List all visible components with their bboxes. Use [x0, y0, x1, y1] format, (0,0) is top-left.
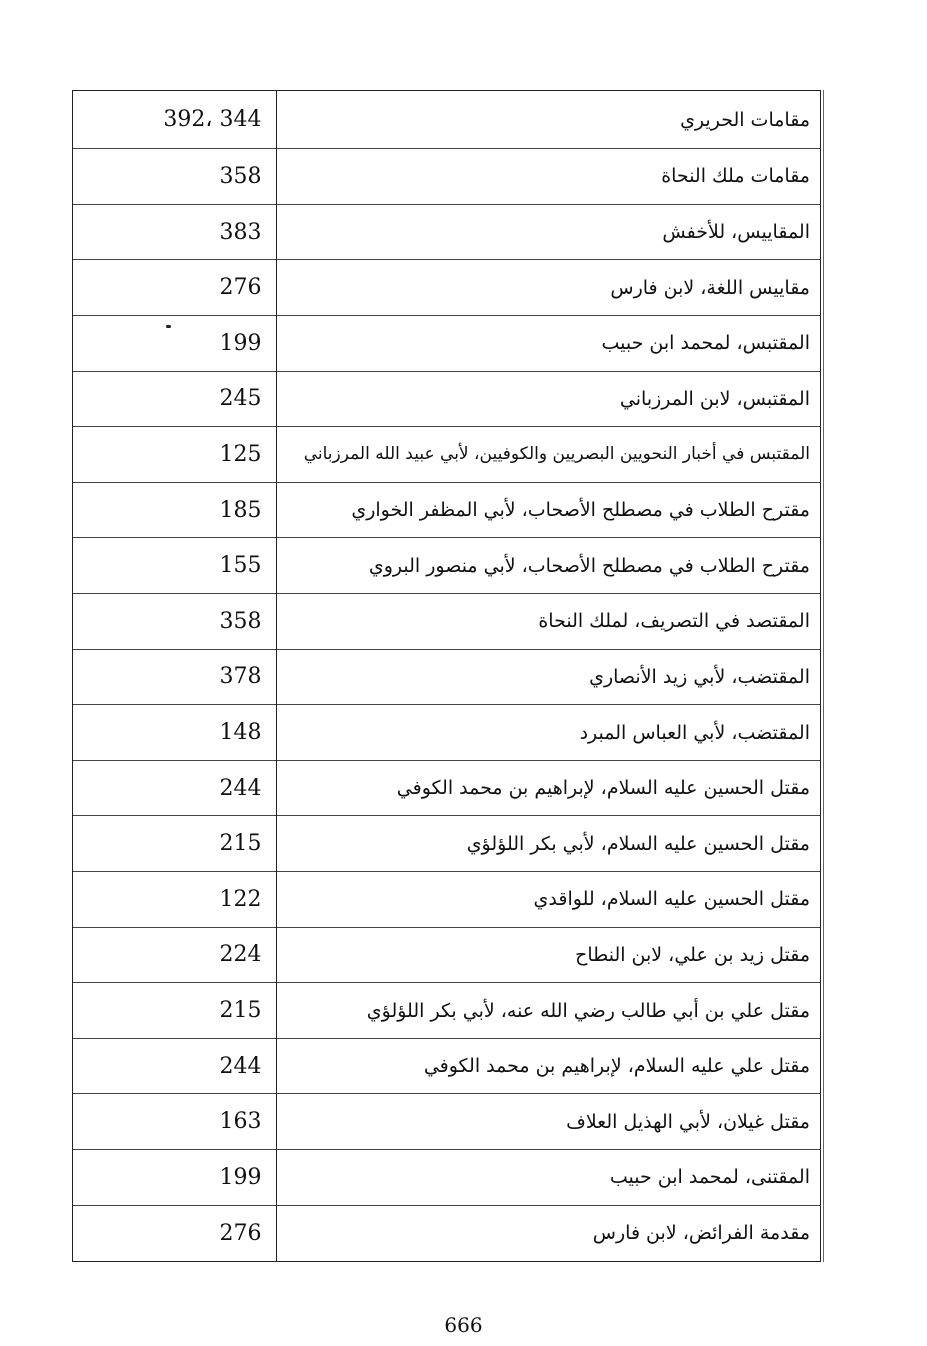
table-row [73, 427, 820, 483]
book-title: المقاييس، للأخفش [276, 204, 820, 260]
page-references: 163 [73, 1094, 276, 1150]
page-references: 199 [73, 315, 276, 371]
book-title: المقتنى، لمحمد ابن حبيب [276, 1150, 820, 1206]
page-references: 122 [73, 872, 276, 928]
book-title: المقتضب، لأبي العباس المبرد [276, 705, 820, 761]
table-row [73, 760, 820, 816]
table-row [73, 1094, 820, 1150]
table-row [73, 594, 820, 650]
book-title: مقترح الطلاب في مصطلح الأصحاب، لأبي المظفر الخواري [276, 482, 820, 538]
table-row [73, 1150, 820, 1206]
book-title: مقتل غيلان، لأبي الهذيل العلاف [276, 1094, 820, 1150]
book-title: المقتضب، لأبي زيد الأنصاري [276, 649, 820, 705]
page-references: 199 [73, 1150, 276, 1206]
page-references: 378 [73, 649, 276, 705]
table-row [73, 1205, 820, 1261]
table-row [73, 538, 820, 594]
table-row [73, 872, 820, 928]
page-references: 125 [73, 427, 276, 483]
page-references: 358 [73, 594, 276, 650]
book-title: المقتصد في التصريف، لملك النحاة [276, 594, 820, 650]
table-row [73, 983, 820, 1039]
index-table-frame [72, 90, 821, 1262]
book-title: مقتل الحسين عليه السلام، للواقدي [276, 872, 820, 928]
table-row [73, 260, 820, 316]
book-title: المقتبس، لابن المرزباني [276, 371, 820, 427]
book-title: مقامات الحريري [680, 108, 810, 131]
page-references: 215 [73, 983, 276, 1039]
page-references: 244 [73, 1038, 276, 1094]
table-row [73, 371, 820, 427]
page-references: 148 [73, 705, 276, 761]
page-references: 244 [73, 760, 276, 816]
table-row [73, 705, 820, 761]
page-references: 276 [73, 260, 276, 316]
page-references: 155 [73, 538, 276, 594]
book-title: مقترح الطلاب في مصطلح الأصحاب، لأبي منصور البروي [276, 538, 820, 594]
book-title: مقتل علي عليه السلام، لإبراهيم بن محمد الكوفي [276, 1038, 820, 1094]
table-row [73, 649, 820, 705]
book-title: مقتل زيد بن علي، لابن النطاح [276, 927, 820, 983]
ink-speck [166, 325, 171, 328]
page-references: 276 [73, 1205, 276, 1261]
book-title: مقتل علي بن أبي طالب رضي الله عنه، لأبي بكر اللؤلؤي [276, 983, 820, 1039]
book-title: مقتل الحسين عليه السلام، لإبراهيم بن محمد الكوفي [276, 760, 820, 816]
book-title: مقاييس اللغة، لابن فارس [276, 260, 820, 316]
page-references: 392، 344 [73, 91, 276, 149]
page-references: 245 [73, 371, 276, 427]
book-title: المقتبس في أخبار النحويين البصريين والكوفيين، لأبي عبيد الله المرزباني [276, 427, 820, 483]
page-references: 358 [73, 149, 276, 205]
right-margin-rule [823, 90, 824, 1262]
book-title: المقتبس، لمحمد ابن حبيب [276, 315, 820, 371]
table-row [73, 482, 820, 538]
table-row [73, 816, 820, 872]
page-references: 383 [73, 204, 276, 260]
table-row [73, 204, 820, 260]
book-title: مقامات ملك النحاة [276, 149, 820, 205]
page-number: 666 [444, 1313, 483, 1337]
table-row [73, 1038, 820, 1094]
table-row [73, 315, 820, 371]
page-references: 224 [73, 927, 276, 983]
book-title: مقتل الحسين عليه السلام، لأبي بكر اللؤلؤي [276, 816, 820, 872]
page-references: 215 [73, 816, 276, 872]
index-table-body [73, 91, 820, 1261]
table-row [73, 149, 820, 205]
index-table [73, 91, 820, 1261]
table-row [73, 91, 820, 149]
table-row [73, 927, 820, 983]
page-references: 185 [73, 482, 276, 538]
book-title: مقدمة الفرائض، لابن فارس [276, 1205, 820, 1261]
